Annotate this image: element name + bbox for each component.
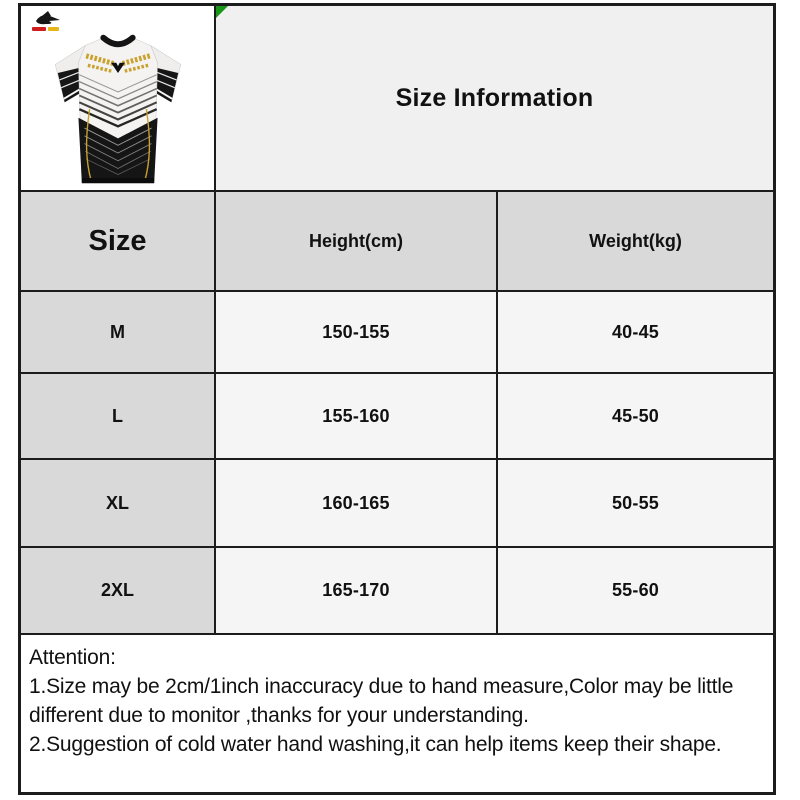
size-chart-sheet — [18, 3, 776, 795]
top-row — [21, 6, 773, 192]
height-cell: 160-165 — [216, 460, 498, 546]
table-row — [21, 374, 773, 460]
green-corner-flag-icon — [216, 6, 228, 18]
size-cell: M — [21, 292, 216, 372]
table-row — [21, 548, 773, 635]
column-header-height: Height(cm) — [216, 192, 498, 290]
weight-cell: 55-60 — [498, 548, 773, 633]
attention-line-1: 1.Size may be 2cm/1inch inaccuracy due to hand measure,Color may be little different due to monitor ,thanks for your understanding. — [29, 675, 734, 727]
size-cell: 2XL — [21, 548, 216, 633]
table-row — [21, 460, 773, 548]
table-header-row — [21, 192, 773, 292]
weight-cell: 40-45 — [498, 292, 773, 372]
column-header-weight: Weight(kg) — [498, 192, 773, 290]
page-title: Size Information — [395, 83, 594, 112]
height-cell: 165-170 — [216, 548, 498, 633]
tshirt-product-photo — [32, 18, 204, 190]
attention-note — [21, 635, 773, 792]
attention-title: Attention: — [29, 646, 116, 669]
weight-cell: 50-55 — [498, 460, 773, 546]
size-cell: L — [21, 374, 216, 458]
height-cell: 150-155 — [216, 292, 498, 372]
weight-cell: 45-50 — [498, 374, 773, 458]
column-header-size: Size — [21, 192, 216, 290]
product-image-cell — [21, 6, 216, 190]
attention-line-2: 2.Suggestion of cold water hand washing,it can help items keep their shape. — [29, 733, 722, 756]
size-information-header-cell — [216, 6, 773, 190]
attention-row — [21, 635, 773, 792]
size-cell: XL — [21, 460, 216, 546]
table-row — [21, 292, 773, 374]
height-cell: 155-160 — [216, 374, 498, 458]
